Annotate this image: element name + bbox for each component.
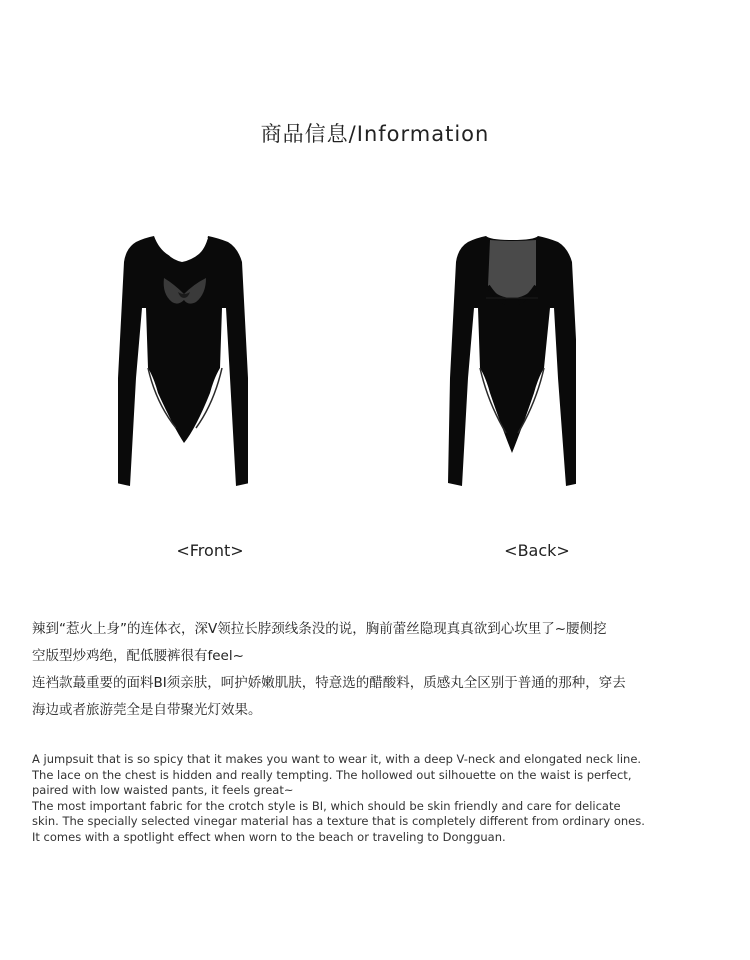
bodysuit-back-image: [446, 228, 576, 493]
front-caption: <Front>: [176, 541, 244, 560]
description-cn-line: 辣到“惹火上身”的连体衣，深V领拉长脖颈线条没的说，胸前蕾丝隐现真真欲到心坎里了~腰侧挖: [32, 621, 607, 637]
description-english: [32, 752, 722, 845]
bodysuit-front-body: [118, 236, 248, 486]
page-title: 商品信息/Information: [260, 122, 490, 146]
bodysuit-back-mesh: [488, 240, 536, 298]
description-chinese: [32, 616, 722, 724]
back-caption: <Back>: [504, 541, 570, 560]
description-en-line: It comes with a spotlight effect when worn to the beach or traveling to Dongguan.: [32, 829, 506, 844]
description-en-line: A jumpsuit that is so spicy that it makes you want to wear it, with a deep V-neck and elongated neck line.: [32, 752, 642, 766]
description-en-line: The most important fabric for the crotch style is BI, which should be skin friendly and care for delicate: [32, 798, 621, 813]
description-en-line: skin. The specially selected vinegar material has a texture that is completely different from ordinary ones.: [32, 814, 645, 828]
description-cn-line: 连裆款蕞重要的面料BI须亲肤，呵护娇嫩肌肤，特意选的醋酸料，质感丸全区别于普通的那种，穿去: [32, 675, 626, 691]
description-cn-line: 空版型炒鸡绝，配低腰裤很有feel~: [32, 648, 244, 664]
description-cn-line: 海边或者旅游莞全是自带聚光灯效果。: [32, 702, 262, 718]
bodysuit-front-image: [118, 228, 248, 493]
description-en-line: paired with low waisted pants, it feels great~: [32, 783, 294, 797]
description-en-line: The lace on the chest is hidden and really tempting. The hollowed out silhouette on the waist is perfect,: [32, 767, 632, 782]
